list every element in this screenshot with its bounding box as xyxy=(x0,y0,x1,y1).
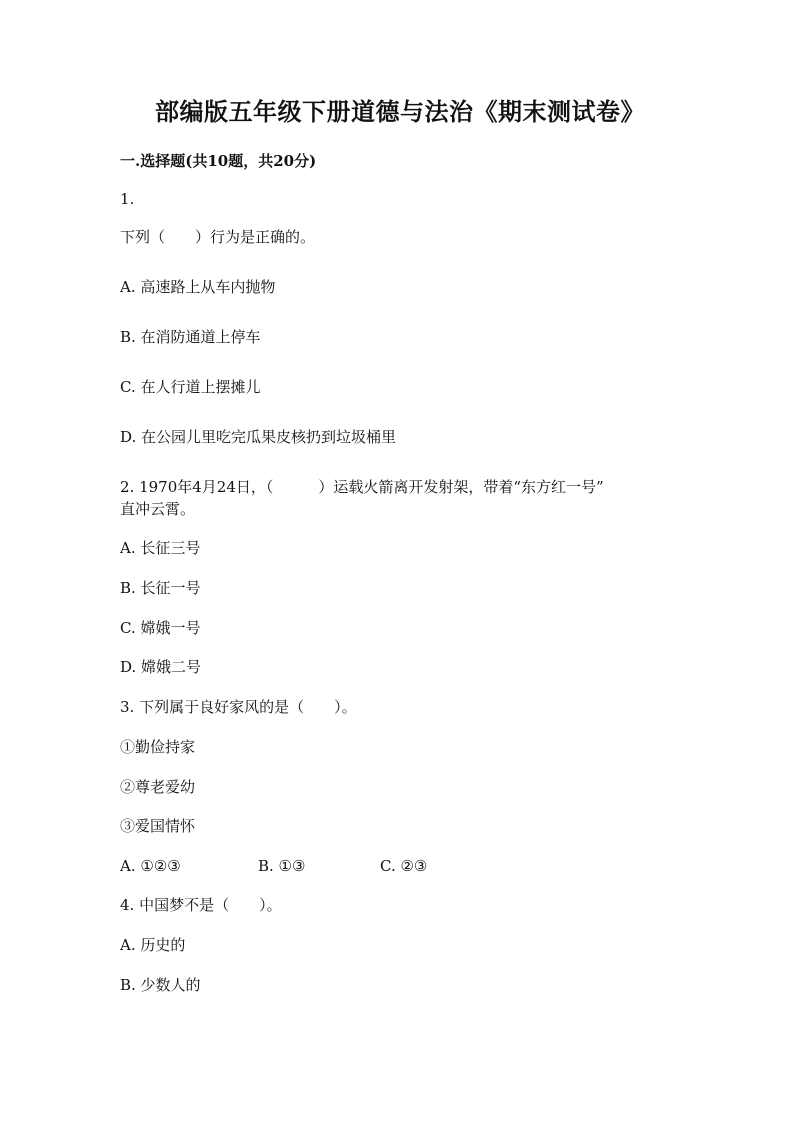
question-2-option-c: C. 嫦娥一号 xyxy=(120,619,201,637)
question-3-option-c: C. ②③ xyxy=(380,857,428,875)
question-1-option-b: B. 在消防通道上停车 xyxy=(120,328,261,346)
question-4-stem: 4. 中国梦不是（ ）。 xyxy=(120,896,282,914)
question-2-stem-line1: 2. 1970年4月24日，（ ）运载火箭离开发射架，带着“东方红一号” xyxy=(120,478,604,496)
question-2-option-b: B. 长征一号 xyxy=(120,579,201,597)
question-3-options-row xyxy=(120,855,427,877)
question-4-option-b: B. 少数人的 xyxy=(120,976,201,994)
question-3-item-2: ②尊老爱幼 xyxy=(120,778,196,796)
question-2-stem-line2: 直冲云霄。 xyxy=(120,500,196,518)
question-1-option-d: D. 在公园儿里吃完瓜果皮核扔到垃圾桶里 xyxy=(120,428,397,446)
question-1-option-a: A. 高速路上从车内抛物 xyxy=(120,278,276,296)
question-1-stem: 下列（ ）行为是正确的。 xyxy=(120,228,316,246)
question-1-number: 1. xyxy=(120,190,135,208)
question-3-stem: 3. 下列属于良好家风的是（ ）。 xyxy=(120,698,357,716)
question-1-option-c: C. 在人行道上摆摊儿 xyxy=(120,378,261,396)
page-title: 部编版五年级下册道德与法治《期末测试卷》 xyxy=(155,97,645,126)
question-3-item-3: ③爱国情怀 xyxy=(120,817,196,835)
question-4-option-a: A. 历史的 xyxy=(120,936,186,954)
question-3-option-b: B. ①③ xyxy=(258,857,306,875)
question-2-option-a: A. 长征三号 xyxy=(120,539,201,557)
question-3-option-a: A. ①②③ xyxy=(120,857,181,875)
question-2-option-d: D. 嫦娥二号 xyxy=(120,658,202,676)
section-heading: 一.选择题(共10题，共20分) xyxy=(120,152,317,170)
question-3-item-1: ①勤俭持家 xyxy=(120,738,196,756)
